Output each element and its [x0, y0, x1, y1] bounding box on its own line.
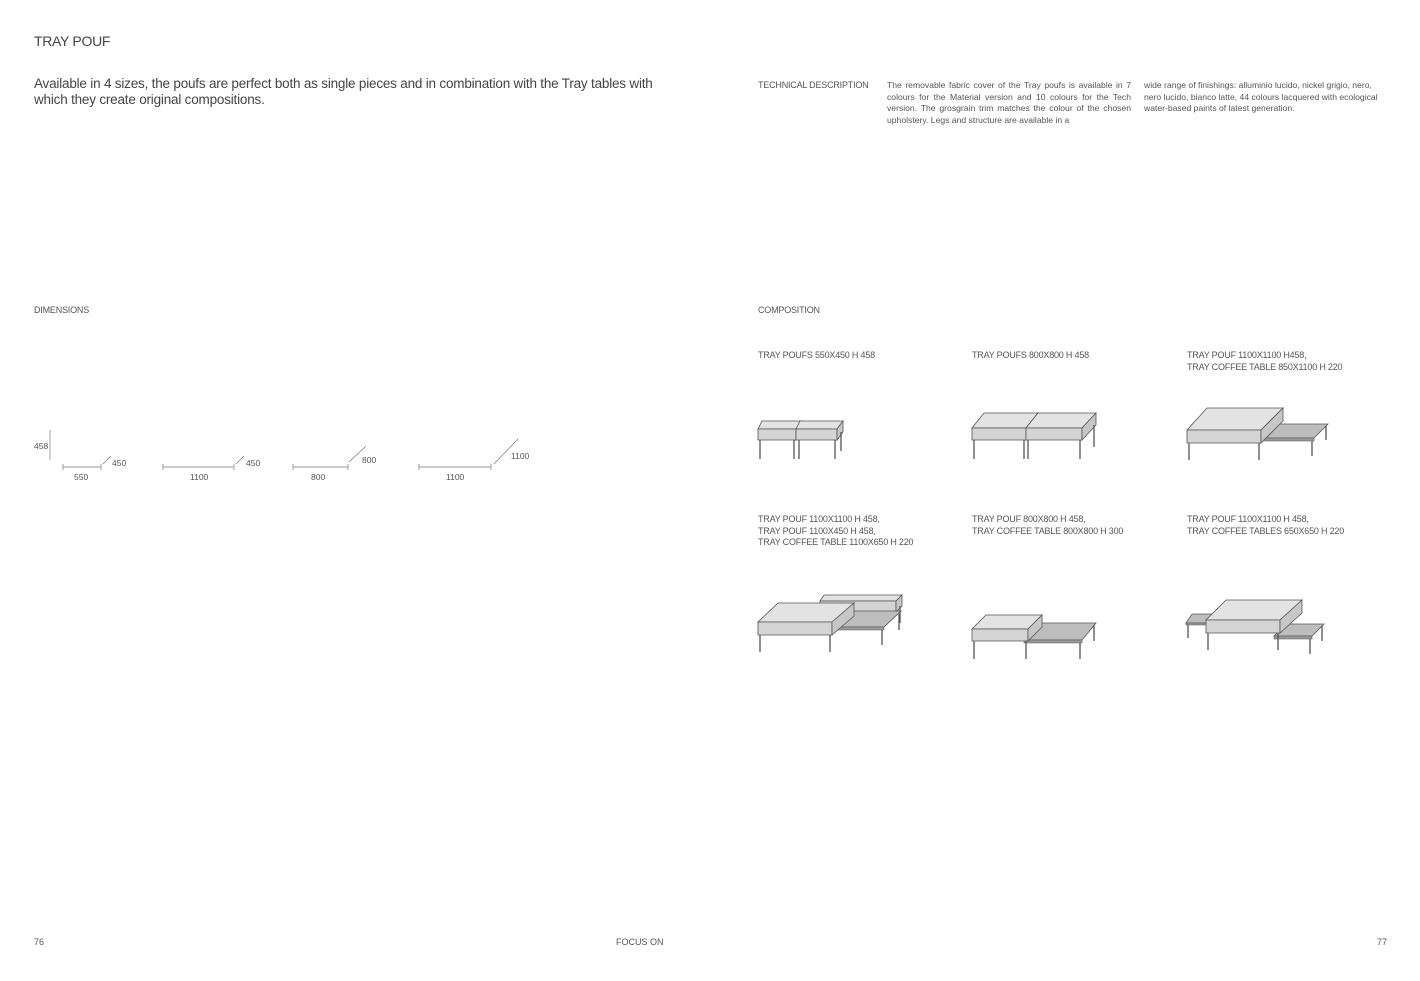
height-dimension-label: 458: [34, 441, 49, 451]
section-footer: FOCUS ON: [616, 937, 664, 947]
width-dimension-label: 1100: [446, 472, 465, 482]
technical-description-col1: The removable fabric cover of the Tray poufs is available in 7 colours for the Material version and 10 colours for the Tech version. The grosgrain trim matches the colour of the chosen upholstery. Legs and structure are available in a: [887, 80, 1131, 125]
width-dimension-label: 550: [74, 472, 89, 482]
composition-2-drawing: [972, 413, 1096, 459]
depth-dimension-label: 450: [246, 458, 261, 468]
composition-3-drawing: [1187, 408, 1328, 460]
depth-dimension-label: 450: [112, 458, 127, 468]
composition-label: COMPOSITION: [758, 305, 820, 315]
depth-dimension-label: 1100: [511, 451, 530, 461]
technical-description-label: TECHNICAL DESCRIPTION: [758, 80, 869, 90]
composition-caption: TRAY POUF 1100X1100 H 458, TRAY COFFEE TABLES 650X650 H 220: [1187, 514, 1345, 536]
composition-caption: TRAY POUF 800X800 H 458, TRAY COFFEE TABLE 800X800 H 300: [972, 514, 1124, 536]
page-number-left: 76: [34, 937, 45, 947]
composition-caption: TRAY POUFS 550X450 H 458: [758, 350, 875, 360]
composition-drawings: [740, 390, 1380, 680]
width-dimension-label: 1100: [190, 472, 209, 482]
dimension-lines: [0, 0, 560, 500]
technical-description-col2: wide range of finishings: alluminio lucido, nickel grigio, nero, nero lucido, bianco latte, 44 colours lacquered with ecological water-based paints of latest generation.: [1144, 80, 1378, 113]
page-title: TRAY POUF: [34, 33, 111, 49]
composition-4-drawing: [758, 595, 902, 652]
composition-caption: TRAY POUF 1100X1100 H458, TRAY COFFEE TABLE 850X1100 H 220: [1187, 350, 1343, 372]
depth-dimension-label: 800: [362, 455, 377, 465]
width-dimension-label: 800: [311, 472, 326, 482]
composition-1-drawing: [758, 421, 843, 459]
page-number-right: 77: [1377, 937, 1388, 947]
composition-6-drawing: [1186, 600, 1324, 654]
composition-5-drawing: [972, 615, 1096, 659]
composition-caption: TRAY POUFS 800X800 H 458: [972, 350, 1089, 360]
dimensions-label: DIMENSIONS: [34, 305, 90, 315]
composition-caption: TRAY POUF 1100X1100 H 458, TRAY POUF 1100X450 H 458, TRAY COFFEE TABLE 1100X650 H 220: [758, 514, 914, 547]
intro-paragraph: Available in 4 sizes, the poufs are perfect both as single pieces and in combination with the Tray tables with which they create original compositions.: [34, 76, 653, 107]
